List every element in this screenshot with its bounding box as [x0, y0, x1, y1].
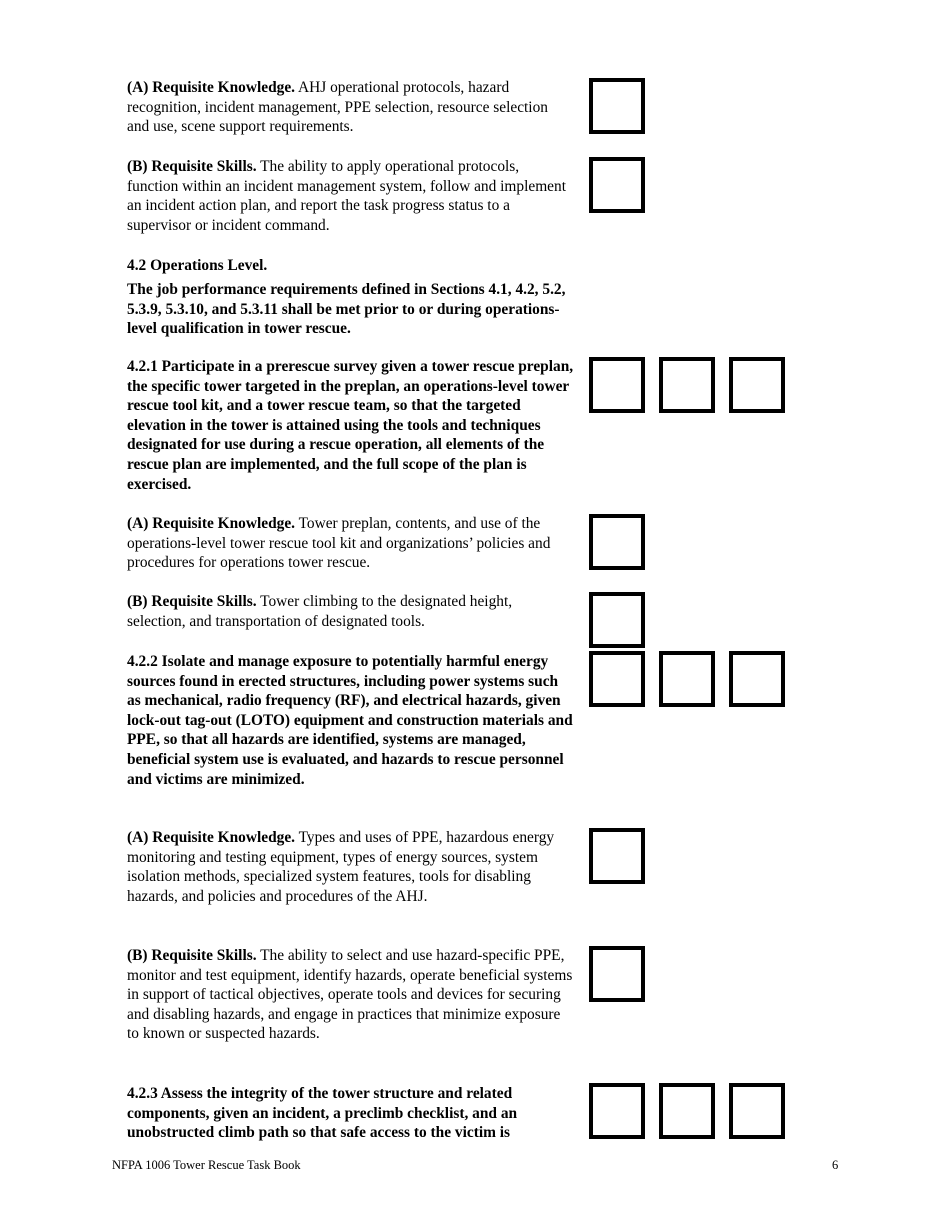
jpr-4-2-1: 4.2.1 Participate in a prerescue survey given a tower rescue preplan, the specific tower targeted in the preplan, an operations-level tower rescue tool kit, and a tower rescue team, so that the targeted elevation in the tower is attained using the tools and techniques designated for use during a rescue operation, all elements of the rescue plan are implemented, and the full scope of the plan is exercised. — [127, 358, 574, 493]
checkbox[interactable] — [729, 1083, 785, 1139]
jpr-4-2-3: 4.2.3 Assess the integrity of the tower structure and related components, given an incident, a preclimb checklist, and an unobstructed climb path so that safe access to the victim is — [127, 1085, 518, 1142]
checkbox[interactable] — [659, 1083, 715, 1139]
checkbox[interactable] — [659, 357, 715, 413]
block-text: Tower preplan, contents, and use of the operations-level tower rescue tool kit and organizations’ policies and procedures for operations tower rescue. — [127, 515, 551, 572]
block-text: Tower climbing to the designated height, selection, and transportation of designated tools. — [127, 593, 513, 630]
checkbox[interactable] — [729, 651, 785, 707]
requisite-knowledge-block — [127, 514, 574, 573]
checkbox[interactable] — [589, 1083, 645, 1139]
requisite-skills-block — [127, 157, 574, 235]
block-lead: (A) Requisite Knowledge. — [127, 79, 296, 96]
footer-title: NFPA 1006 Tower Rescue Task Book — [112, 1158, 301, 1172]
block-lead: (A) Requisite Knowledge. — [127, 829, 296, 846]
jpr-statement: The job performance requirements defined in Sections 4.1, 4.2, 5.2, 5.3.9, 5.3.10, and 5.3.11 shall be met prior to or during operations-level qualification in tower rescue. — [127, 281, 566, 338]
checkbox[interactable] — [589, 592, 645, 648]
requisite-skills-block — [127, 946, 574, 1044]
checkbox[interactable] — [589, 828, 645, 884]
block-text: The ability to select and use hazard-specific PPE, monitor and test equipment, identify hazards, operate beneficial systems in support of tactical objectives, operate tools and devices for securing and disabling hazards, and engage in practices that minimize exposure to known or suspected hazards. — [127, 947, 573, 1043]
requisite-skills-block — [127, 592, 574, 631]
checkbox[interactable] — [589, 157, 645, 213]
checkbox[interactable] — [589, 78, 645, 134]
page-number: 6 — [832, 1158, 839, 1172]
checkbox[interactable] — [589, 514, 645, 570]
block-lead: (B) Requisite Skills. — [127, 158, 257, 175]
checkbox[interactable] — [729, 357, 785, 413]
block-text: The ability to apply operational protocols, function within an incident management system, follow and implement an incident action plan, and report the task progress status to a supervisor or incident command. — [127, 158, 566, 234]
block-text: AHJ operational protocols, hazard recognition, incident management, PPE selection, resource selection and use, scene support requirements. — [127, 79, 548, 136]
jpr-4-2-2: 4.2.2 Isolate and manage exposure to potentially harmful energy sources found in erected structures, including power systems such as mechanical, radio frequency (RF), and electrical hazards, given lock-out tag-out (LOTO) equipment and construction materials and PPE, so that all hazards are identified, systems are managed, beneficial system use is evaluated, and hazards to rescue personnel and victims are minimized. — [127, 653, 573, 788]
checkbox[interactable] — [589, 946, 645, 1002]
checkbox[interactable] — [659, 651, 715, 707]
block-lead: (B) Requisite Skills. — [127, 593, 257, 610]
requisite-knowledge-block — [127, 828, 574, 906]
checkbox[interactable] — [589, 651, 645, 707]
block-text: Types and uses of PPE, hazardous energy monitoring and testing equipment, types of energy sources, system isolation methods, specialized system features, tools for disabling hazards, and policies and procedures of the AHJ. — [127, 829, 555, 905]
section-heading: 4.2 Operations Level. — [127, 257, 268, 274]
block-lead: (B) Requisite Skills. — [127, 947, 257, 964]
block-lead: (A) Requisite Knowledge. — [127, 515, 296, 532]
requisite-knowledge-block — [127, 78, 574, 137]
checkbox[interactable] — [589, 357, 645, 413]
